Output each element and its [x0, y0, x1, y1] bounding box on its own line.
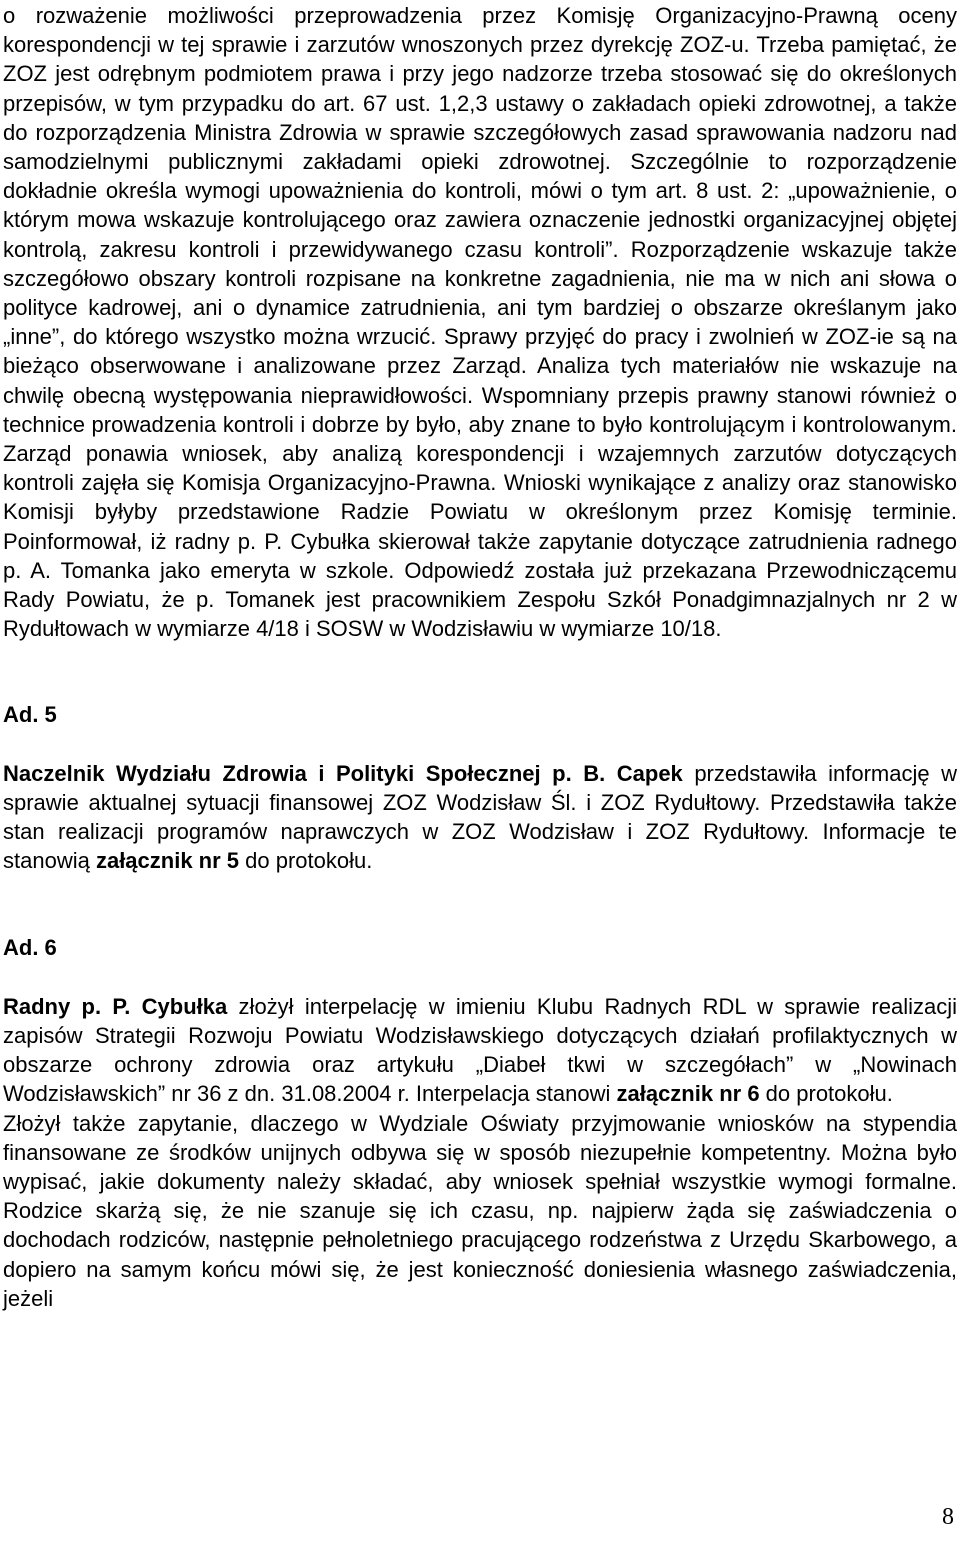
paragraph-text: złożył interpelację w imieniu Klubu Radnych RDL w sprawie realizacji zapisów Strategii Rozwoju Powiatu Wodzisławskiego dotyczących działań profilaktycznych w obszarze ochrony zdrowia oraz artykułu „Diabeł tkwi w szczegółach” w „Nowinach Wodzisławskich” nr 36 z dn. 31.08.2004 r. Interpelacja stanowi — [3, 993, 957, 1107]
page-number: 8 — [942, 1504, 954, 1530]
paragraph-text: do protokołu. — [759, 1081, 893, 1107]
attachment-reference: załącznik nr 5 — [95, 848, 240, 874]
paragraph-text: przedstawiła informację w sprawie aktualnej sytuacji finansowej ZOZ Wodzisław Śl. i ZOZ Rydułtowy. Przedstawiła także stan realizacji programów naprawczych w ZOZ Wodzisław i ZOZ Rydułtowy. Informacje te stanowią — [3, 760, 958, 874]
body-paragraph: o rozważenie możliwości przeprowadzenia przez Komisję Organizacyjno-Prawną oceny korespondencji w tej sprawie i zarzutów wnoszonych przez dyrekcję ZOZ-u. Trzeba pamiętać, że ZOZ jest odrębnym podmiotem prawa i przy jego nadzorze trzeba stosować się do określonych przepisów, w tym przypadku do art. 67 ust. 1,2,3 ustawy o zakładach opieki zdrowotnej, a także do rozporządzenia Ministra Zdrowia w sprawie szczegółowych zasad sprawowania nadzoru nad samodzielnymi publicznymi zakładami opieki zdrowotnej. Szczególnie to rozporządzenie dokładnie określa wymogi upoważnienia do kontroli, mówi o tym art. 8 ust. 2: „upoważnienie, o którym mowa wskazuje kontrolującego oraz zawiera oznaczenie jednostki organizacyjnej objętej kontrolą, zakresu kontroli i przewidywanego czasu kontroli”. Rozporządzenie wskazuje także szczegółowo obszary kontroli rozpisane na konkretne zagadnienia, nie ma w nich ani słowa o polityce kadrowej, ani o dynamice zatrudnienia, ani tym bardziej o obszarze określanym jako „inne”, do którego wszystko można wrzucić. Sprawy przyjęć do pracy i zwolnień w ZOZ-ie są na bieżąco obserwowane i analizowane przez Zarząd. Analiza tych materiałów nie wskazuje na chwilę obecną występowania nieprawidłowości. Wspomniany przepis prawny stanowi również o technice prowadzenia kontroli i dobrze by było, aby znane to było kontrolującym i kontrolowanym. Zarząd ponawia wniosek, aby analizą korespondencji i wzajemnych zarzutów dotyczących kontroli zajęła się Komisja Organizacyjno-Prawna. Wnioski wynikające z analizy oraz stanowisko Komisji byłyby przedstawione Radzie Powiatu w określonym przez Komisję terminie. Poinformował, iż radny p. P. Cybułka skierował także zapytanie dotyczące zatrudnienia radnego p. A. Tomanka jako emeryta w szkole. Odpowiedź została już przekazana Przewodniczącemu Rady Powiatu, że p. Tomanek jest pracownikiem Zespołu Szkół Ponadgimnazjalnych nr 2 w Rydułtowach w wymiarze 4/18 i SOSW w Wodzisławiu w wymiarze 10/18. — [3, 3, 957, 642]
section-5-paragraph — [3, 759, 957, 876]
section-heading-ad-5: Ad. 5 — [3, 702, 57, 728]
section-6-paragraph-2: Złożył także zapytanie, dlaczego w Wydziale Oświaty przyjmowanie wniosków na stypendia finansowane ze środków unijnych odbywa się w sposób niezupełnie kompetentny. Można było wypisać, jakie dokumenty należy składać, aby wniosek spełniał wszystkie wymogi formalne. Rodzice skarżą się, że nie szanuje się ich czasu, np. najpierw żąda się zaświadczenia o dochodach rodziców, następnie pełnoletniego pracującego rodzeństwa z Urzędu Skarbowego, a dopiero na samym końcu mówi się, że jest konieczność doniesienia własnego zaświadczenia, jeżeli — [3, 1110, 957, 1311]
attachment-reference: załącznik nr 6 — [616, 1081, 760, 1107]
section-heading-ad-6: Ad. 6 — [3, 935, 57, 961]
section-6-paragraph — [3, 992, 957, 1109]
document-page — [3, 0, 957, 1313]
speaker-name: Naczelnik Wydziału Zdrowia i Polityki Społecznej p. B. Capek — [3, 760, 683, 786]
speaker-name: Radny p. P. Cybułka — [3, 993, 228, 1019]
paragraph-text: do protokołu. — [239, 848, 373, 874]
